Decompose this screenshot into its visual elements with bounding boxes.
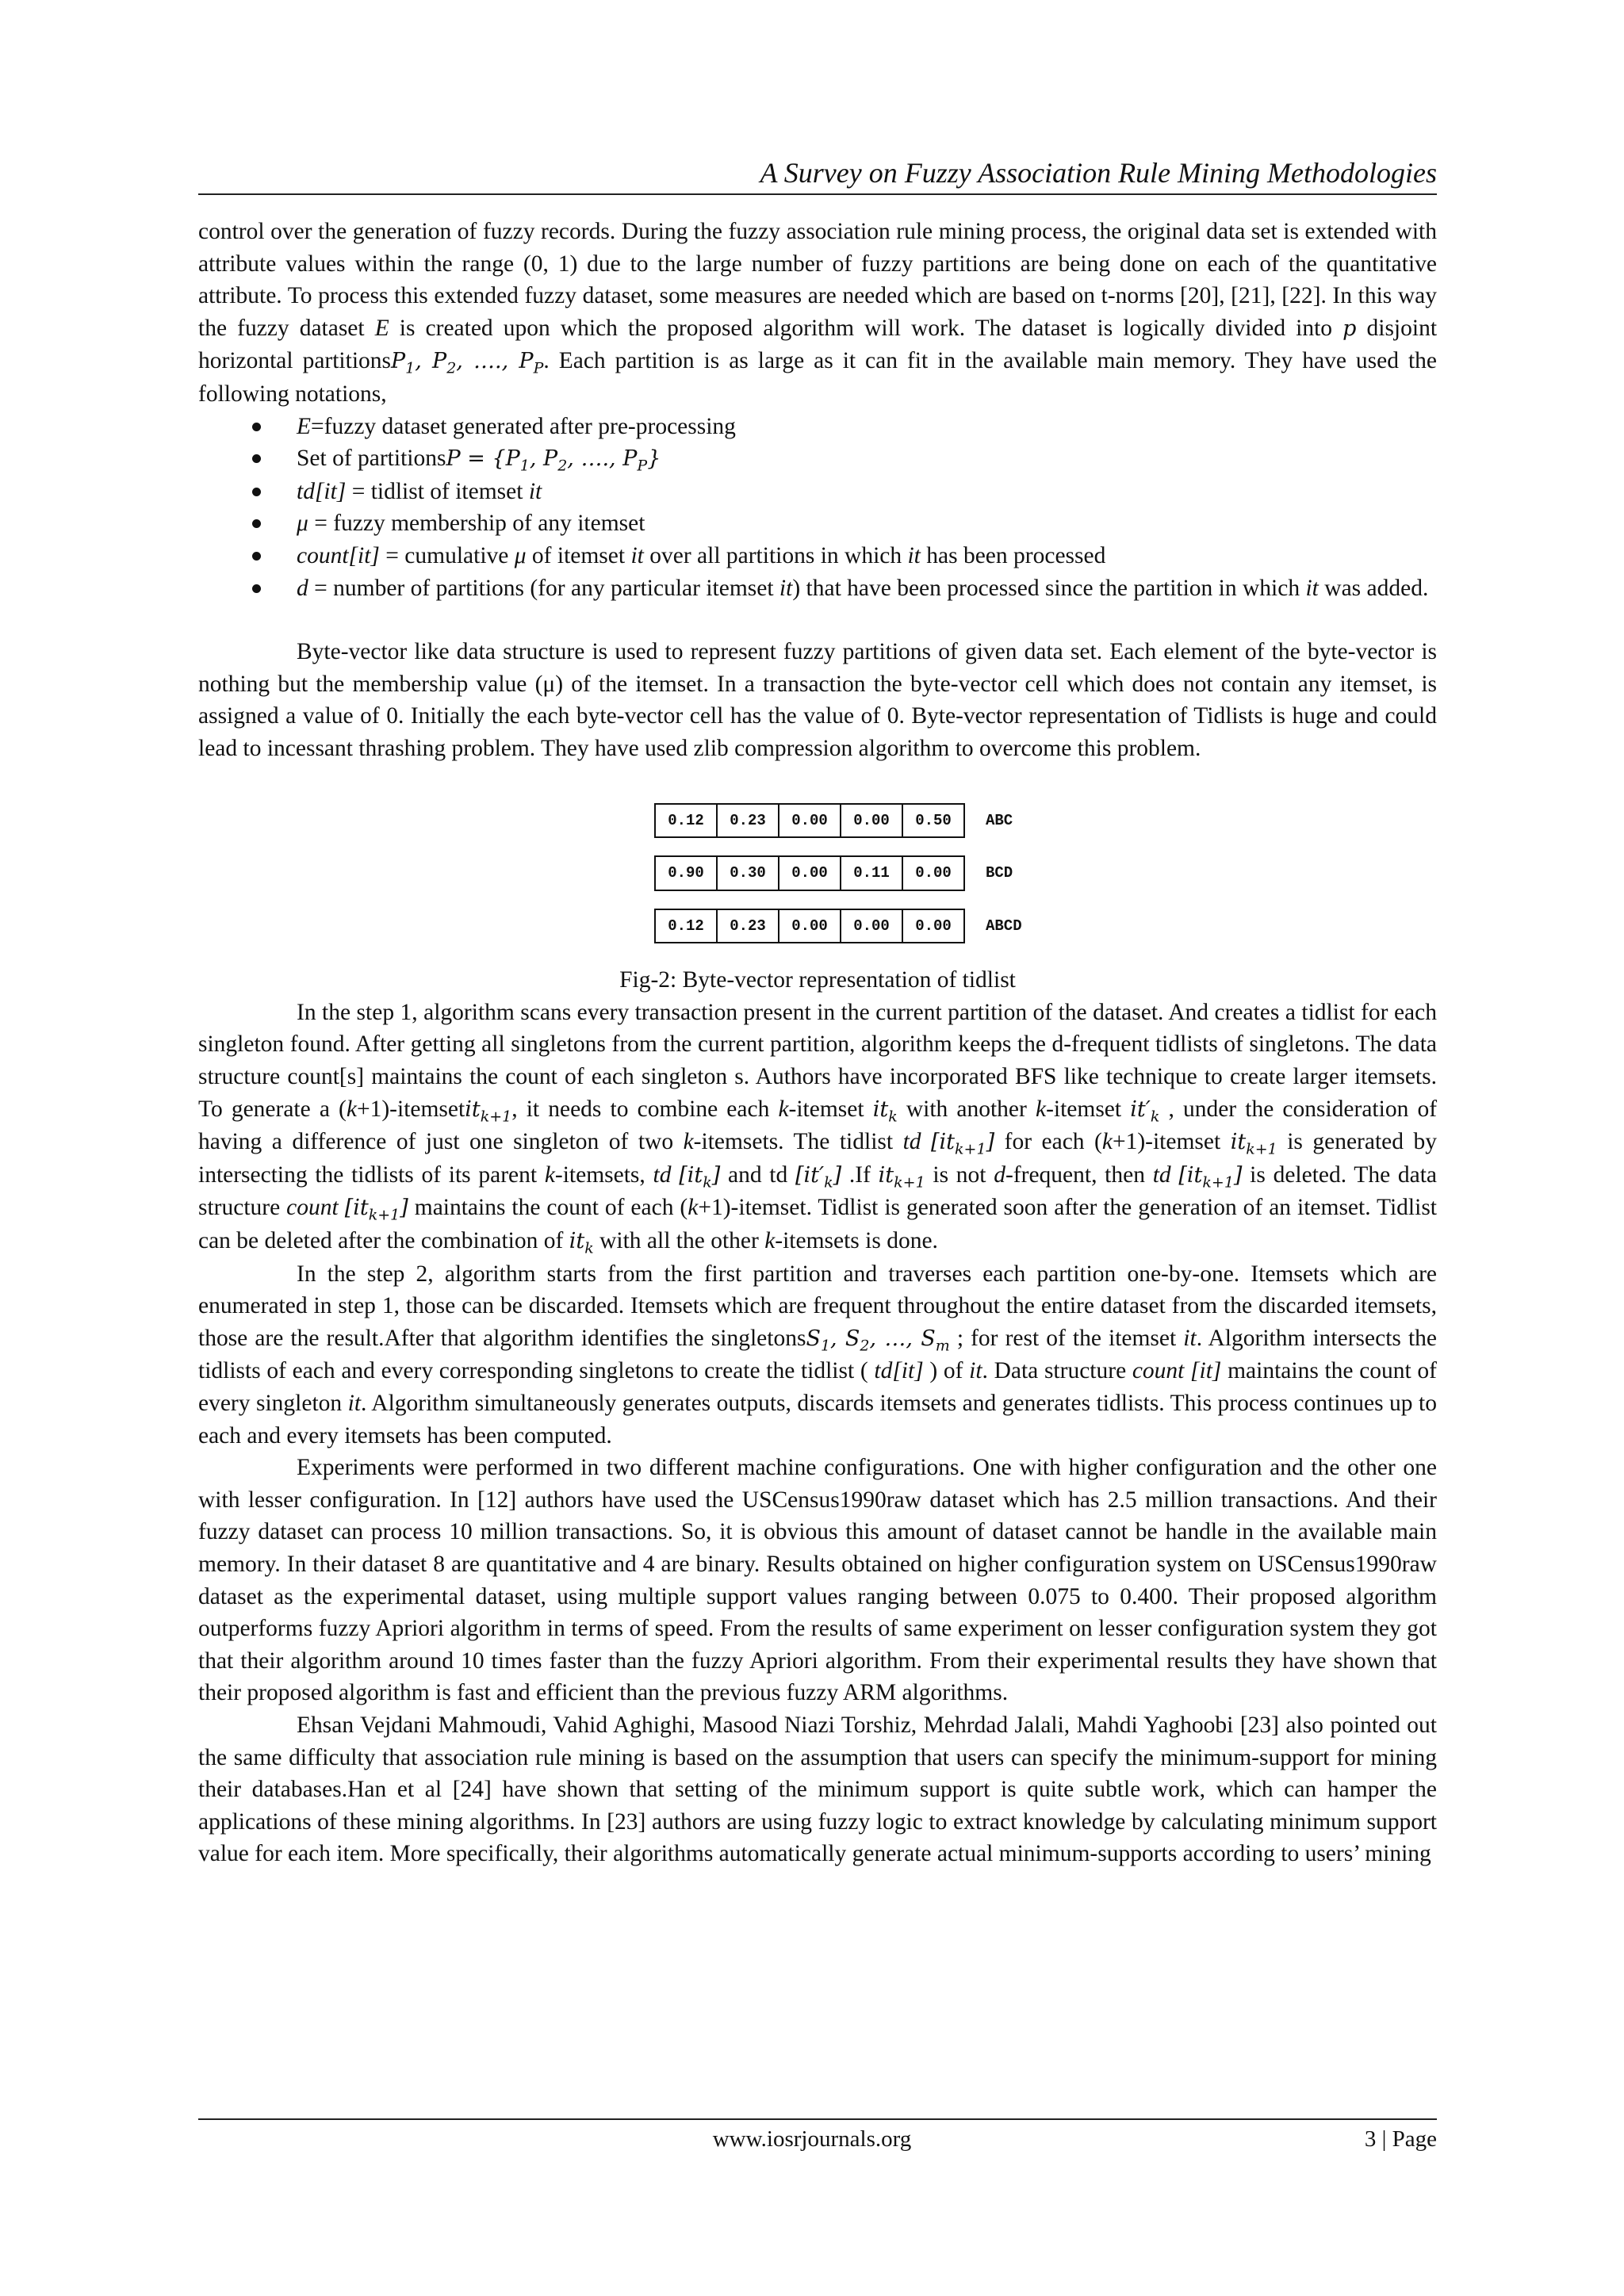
- byte-vector-cell: 0.50: [902, 804, 964, 838]
- term: d: [297, 575, 308, 601]
- list-item: [198, 476, 1437, 508]
- byte-vector-cell: 0.00: [779, 804, 841, 838]
- list-item: [198, 507, 1437, 540]
- itemset-label: BCD: [986, 864, 1013, 882]
- paragraph-3: In the step 1, algorithm scans every transaction present in the current partition of the dataset. And creates a tidlist for each singleton found. After getting all singletons from the current partition, algorithm keeps the d-frequent tidlists of singletons. The data structure count[s] maintains the count of each singleton s. Authors have incorporated BFS like technique to create larger itemsets. To generate a (k+1)-itemsetit$_{k+1}$, it needs to combine each k-itemset $it_k$ with another k-itemset $it'_k$ , under the consideration of having a difference of just one singleton of two k-itemsets. The tidlist td $[it_{k+1}]$ for each (k+1)-itemset $it_{k+1}$ is generated by intersecting the tidlists of its parent k-itemsets, td $[it_k]$ and td $[it'_k]$ .If $it_{k+1}$ is not d-frequent, then td $[it_{k+1}]$ is deleted. The data structure count $[it_{k+1}]$ maintains the count of each (k+1)-itemset. Tidlist is generated soon after the generation of an itemset. Tidlist can be deleted after the combination of $it_k$ with all the other k-itemsets is done.: [198, 999, 1438, 1257]
- figure-caption: Fig-2: Byte-vector representation of tidlist: [619, 967, 1016, 993]
- list-item: [198, 540, 1437, 572]
- paragraph-2: Byte-vector like data structure is used to represent fuzzy partitions of given data set. Each element of the byte-vector is nothing but the membership value (μ) of the itemset. In a transaction the byte-vector cell which does not contain any itemset, is assigned a value of 0. Initially the each byte-vector cell has the value of 0. Byte-vector representation of Tidlists is huge and could lead to incessant thrashing problem. They have used zlib compression algorithm to overcome this problem.: [198, 639, 1437, 761]
- bullet-icon: [252, 552, 261, 561]
- definition: =fuzzy dataset generated after pre-processing: [311, 413, 736, 439]
- math: p: [1342, 316, 1357, 341]
- byte-vector-cell: 0.12: [655, 804, 717, 838]
- bullet-icon: [252, 423, 261, 431]
- text: is created upon which the proposed algorithm will work. The dataset is logically divided into: [389, 315, 1343, 341]
- byte-vector-row: [654, 855, 1049, 891]
- term: it: [1305, 575, 1319, 601]
- paragraph-5: Experiments were performed in two different machine configurations. One with higher configuration and the other one with lesser configuration. In [12] authors have used the USCensus1990raw dataset which has 2.5 million transactions. And their fuzzy dataset can process 10 million transactions. So, it is obvious this amount of dataset cannot be handle in the available main memory. In their dataset 8 are quantitative and 4 are binary. Results obtained on higher configuration system on USCensus1990raw dataset as the experimental dataset, using multiple support values ranging between 0.075 to 0.400. Their proposed algorithm outperforms fuzzy Apriori algorithm in terms of speed. From the results of same experiment on lesser configuration system they got that their algorithm around 10 times faster than the fuzzy Apriori algorithm. From their experimental results they have shown that their proposed algorithm is fast and efficient than the previous fuzzy ARM algorithms.: [198, 1455, 1437, 1706]
- byte-vector-cell: 0.00: [779, 856, 841, 890]
- list-item: [198, 442, 1437, 476]
- definition: = tidlist of itemset: [346, 478, 529, 504]
- definition: has been processed: [920, 542, 1106, 568]
- byte-vector-cell: 0.90: [655, 856, 717, 890]
- byte-vector-cell: 0.30: [717, 856, 779, 890]
- italic-term: E: [374, 315, 389, 341]
- byte-vector-cell: 0.11: [841, 856, 902, 890]
- definition: was added.: [1318, 575, 1429, 601]
- text: control over the generation of fuzzy records. During the fuzzy association rule mining process, the original data set is extended with attribute values within the range (0, 1) due to the large number of fuzzy partitions are being done on each of the quantitative attribute. To process this extended fuzzy dataset, some measures are needed which are based on t-norms [20], [21], [22]. In this way the fuzzy dataset: [198, 219, 1437, 341]
- bullet-icon: [252, 584, 261, 593]
- byte-vector-cell: 0.23: [717, 909, 779, 943]
- paragraph-6: Ehsan Vejdani Mahmoudi, Vahid Aghighi, Masood Niazi Torshiz, Mehrdad Jalali, Mahdi Yaghoobi [23] also pointed out the same difficulty that association rule mining is based on the assumption that users can specify the minimum-support for mining their databases.Han et al [24] have shown that setting of the minimum support is quite subtle work, which can hamper the applications of these mining algorithms. In [23] authors are using fuzzy logic to extract knowledge by calculating minimum support value for each item. More specifically, their algorithms automatically generate actual minimum-supports according to users’ mining: [198, 1712, 1437, 1867]
- itemset-label: ABC: [986, 811, 1013, 829]
- byte-vector-cell: 0.12: [655, 909, 717, 943]
- text: disjoint horizontal partitions: [198, 315, 1438, 374]
- term: it: [528, 478, 542, 504]
- term: μ: [514, 542, 527, 568]
- byte-vector-cell: 0.00: [841, 909, 902, 943]
- byte-vector-row: [654, 803, 1049, 839]
- term: μ: [297, 511, 308, 537]
- bullet-icon: [252, 519, 261, 528]
- byte-vector-cell: 0.00: [779, 909, 841, 943]
- term: it: [630, 542, 644, 568]
- term: E: [297, 413, 312, 439]
- byte-vector-row: [654, 909, 1049, 944]
- definition: Set of partitions: [297, 446, 446, 472]
- byte-vector-table: [654, 803, 965, 839]
- header-divider: [198, 193, 1437, 195]
- definition: = fuzzy membership of any itemset: [308, 511, 645, 537]
- paragraph-1: [198, 216, 1437, 411]
- body-text: [198, 216, 1437, 1870]
- partitions-math: $P_1$, $P_2$, …., $P_P$: [391, 349, 544, 377]
- definition: = cumulative: [379, 542, 515, 568]
- paragraph-4: In the step 2, algorithm starts from the first partition and traverses each partition one-by-one. Itemsets which are enumerated in step 1, those can be discarded. Itemsets which are frequent throughout the entire dataset from the discarded itemsets, those are the result.After that algorithm identifies the singletonsS$_1$, $S_2$, …, $S_m$ ; for rest of the itemset it. Algorithm intersects the tidlists of each and every corresponding singletons to create the tidlist ( td[it] ) of it. Data structure count [it] maintains the count of every singleton it. Algorithm simultaneously generates outputs, discards itemsets and generates tidlists. This process continues up to each and every itemsets has been computed.: [198, 1261, 1438, 1448]
- term: it: [907, 542, 921, 568]
- notation-list: [198, 411, 1437, 605]
- list-item: [198, 411, 1437, 443]
- byte-vector-cell: 0.00: [902, 909, 964, 943]
- list-item: [198, 572, 1437, 605]
- bullet-icon: [252, 454, 261, 463]
- footer-url: www.iosrjournals.org: [712, 2126, 912, 2152]
- definition: ) that have been processed since the partition in which: [792, 575, 1306, 601]
- bullet-icon: [252, 488, 261, 496]
- byte-vector-table: [654, 909, 965, 944]
- figure-byte-vector: [198, 803, 1437, 962]
- page-number: 3 | Page: [1364, 2126, 1437, 2152]
- definition: of itemset: [526, 542, 631, 568]
- running-header: A Survey on Fuzzy Association Rule Mining Methodologies: [760, 157, 1437, 189]
- partition-set-math: $P = \{P_1$, $P_2$, …., $P_P$}: [446, 446, 661, 475]
- byte-vector-cell: 0.00: [902, 856, 964, 890]
- definition: over all partitions in which: [643, 542, 908, 568]
- term: it: [779, 575, 793, 601]
- itemset-label: ABCD: [986, 916, 1022, 935]
- byte-vector-cell: 0.23: [717, 804, 779, 838]
- term: count[it]: [297, 542, 380, 568]
- footer-divider: [198, 2118, 1437, 2120]
- definition: = number of partitions (for any particular itemset: [308, 575, 779, 601]
- byte-vector-table: [654, 855, 965, 891]
- byte-vector-cell: 0.00: [841, 804, 902, 838]
- text: . Each partition is as large as it can fit in the available main memory. They have used the following notations,: [198, 348, 1437, 407]
- term: td[it]: [297, 478, 347, 504]
